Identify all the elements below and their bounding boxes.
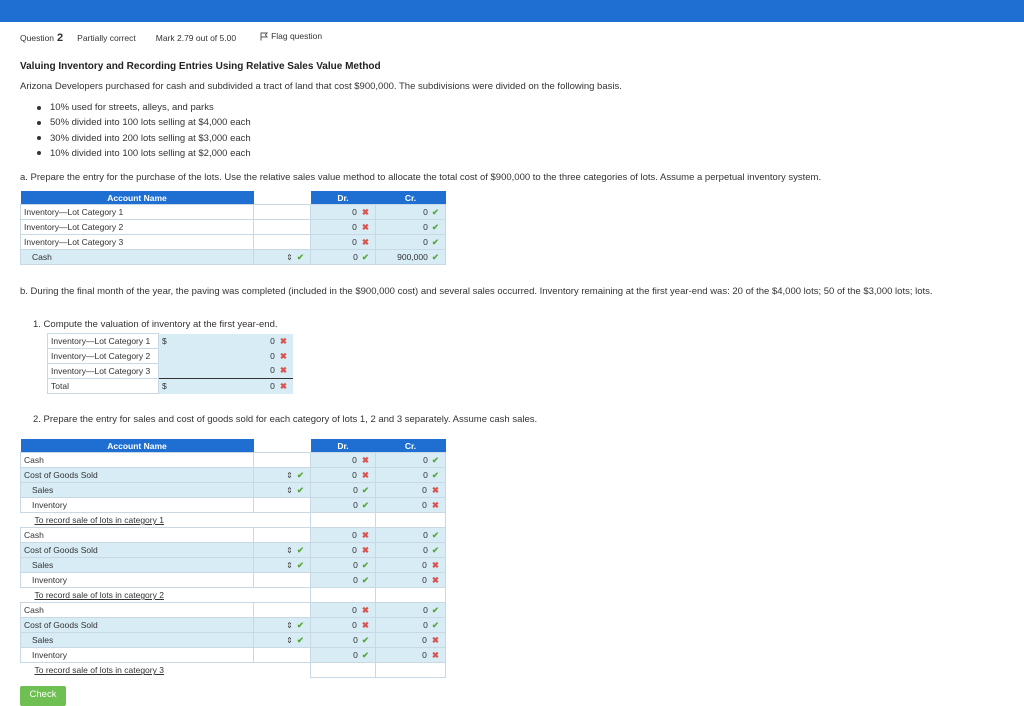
correct-icon: ✔ — [361, 634, 369, 645]
mark-text: Mark 2.79 out of 5.00 — [155, 32, 237, 43]
correct-icon: ✔ — [431, 206, 439, 217]
dr-input[interactable]: 0 — [352, 604, 357, 615]
incorrect-icon: ✖ — [361, 454, 369, 465]
account-name-cell[interactable]: Inventory—Lot Category 3 — [21, 235, 254, 250]
cr-input[interactable]: 0 — [423, 221, 428, 232]
correct-icon: ✔ — [296, 251, 304, 262]
incorrect-icon: ✖ — [361, 544, 369, 555]
table-row — [21, 543, 446, 558]
currency-symbol — [159, 349, 227, 364]
dr-input[interactable]: 0 — [352, 221, 357, 232]
correct-icon: ✔ — [431, 221, 439, 232]
cr-input[interactable]: 0 — [423, 619, 428, 630]
incorrect-icon: ✖ — [361, 206, 369, 217]
correct-icon: ✔ — [431, 454, 439, 465]
flag-question-label: Flag question — [271, 31, 323, 41]
valuation-label: Inventory—Lot Category 2 — [48, 349, 159, 364]
cr-header: Cr. — [376, 439, 446, 453]
correct-icon: ✔ — [361, 499, 369, 510]
table-row — [21, 648, 446, 663]
currency-symbol: $ — [159, 379, 227, 394]
dropdown-arrows-icon[interactable]: ⇕ — [286, 252, 293, 262]
correct-icon: ✔ — [431, 544, 439, 555]
incorrect-icon: ✖ — [431, 649, 439, 660]
cr-input[interactable]: 0 — [423, 604, 428, 615]
incorrect-icon: ✖ — [279, 335, 287, 346]
intro-text: Arizona Developers purchased for cash and subdivided a tract of land that cost $900,000. The subdivisions were divided on the following basis. — [20, 81, 622, 92]
correct-icon: ✔ — [296, 619, 304, 630]
dr-input[interactable]: 0 — [353, 484, 358, 495]
correct-icon: ✔ — [361, 649, 369, 660]
account-name-cell[interactable]: Cash — [21, 453, 254, 468]
basis-list — [37, 100, 251, 161]
correct-icon: ✔ — [361, 484, 369, 495]
memo-text: To record sale of lots in category 2 — [34, 590, 164, 600]
incorrect-icon: ✖ — [361, 529, 369, 540]
valuation-table — [47, 333, 293, 394]
valuation-input[interactable]: 0 — [270, 380, 275, 391]
correct-icon: ✔ — [431, 236, 439, 247]
question-2-text: 2. Prepare the entry for sales and cost of goods sold for each category of lots 1, 2 and 3 separately. Assume cash sales. — [33, 414, 538, 425]
memo-text: To record sale of lots in category 3 — [34, 665, 164, 676]
cr-input[interactable]: 0 — [423, 206, 428, 217]
dr-header: Dr. — [311, 191, 376, 205]
correct-icon: ✔ — [431, 529, 439, 540]
check-button[interactable]: Check — [20, 686, 66, 706]
incorrect-icon: ✖ — [279, 350, 287, 361]
correct-icon: ✔ — [431, 469, 439, 480]
dr-input[interactable]: 0 — [353, 649, 358, 660]
currency-symbol: $ — [159, 334, 227, 349]
correct-icon: ✔ — [431, 619, 439, 630]
account-name-cell[interactable]: Inventory — [21, 648, 254, 663]
account-name-header: Account Name — [21, 191, 254, 205]
table-row — [48, 379, 294, 394]
dropdown-arrows-icon[interactable]: ⇕ — [286, 635, 293, 645]
cr-input[interactable]: 0 — [423, 454, 428, 465]
memo-row — [21, 588, 446, 603]
dr-input[interactable]: 0 — [353, 559, 358, 570]
incorrect-icon: ✖ — [361, 236, 369, 247]
account-name-cell[interactable]: Cost of Goods Sold — [21, 618, 254, 633]
cr-input[interactable]: 900,000 — [397, 251, 428, 262]
account-name-cell[interactable]: Inventory — [21, 498, 254, 513]
cr-input[interactable]: 0 — [422, 634, 427, 645]
dr-input[interactable]: 0 — [353, 499, 358, 510]
part-a-prompt: a. Prepare the entry for the purchase of the lots. Use the relative sales value method to allocate the total cost of $900,000 to the three categories of lots. Assume a perpetual inventory system. — [20, 172, 822, 183]
list-item: 10% divided into 100 lots selling at $2,000 each — [37, 146, 251, 161]
correct-icon: ✔ — [296, 484, 304, 495]
table-row — [21, 453, 446, 468]
flag-icon — [260, 32, 268, 41]
correct-icon: ✔ — [296, 634, 304, 645]
memo-text: To record sale of lots in category 1 — [34, 515, 164, 525]
table-row — [21, 468, 446, 483]
account-name-cell[interactable]: Inventory — [21, 573, 254, 588]
cr-header: Cr. — [376, 191, 446, 205]
incorrect-icon: ✖ — [431, 634, 439, 645]
dr-input[interactable]: 0 — [352, 454, 357, 465]
correct-icon: ✔ — [431, 604, 439, 615]
incorrect-icon: ✖ — [361, 604, 369, 615]
dropdown-arrows-icon[interactable]: ⇕ — [286, 485, 293, 495]
incorrect-icon: ✖ — [431, 574, 439, 585]
cr-input[interactable]: 0 — [422, 559, 427, 570]
dropdown-arrows-icon[interactable]: ⇕ — [286, 560, 293, 570]
table-row — [21, 205, 446, 220]
valuation-input[interactable]: 0 — [270, 365, 275, 376]
dr-input[interactable]: 0 — [353, 574, 358, 585]
dr-input[interactable]: 0 — [353, 251, 358, 262]
valuation-label: Inventory—Lot Category 3 — [48, 364, 159, 379]
question-label: Question — [20, 32, 55, 43]
correct-icon: ✔ — [296, 469, 304, 480]
memo-row — [21, 663, 446, 678]
table-row — [21, 250, 446, 265]
dr-input[interactable]: 0 — [352, 544, 357, 555]
correct-icon: ✔ — [361, 559, 369, 570]
incorrect-icon: ✖ — [279, 365, 287, 376]
table-row — [21, 558, 446, 573]
table-row — [48, 364, 294, 379]
incorrect-icon: ✖ — [361, 469, 369, 480]
dropdown-arrows-icon[interactable]: ⇕ — [286, 545, 293, 555]
table-row — [21, 603, 446, 618]
correct-icon: ✔ — [431, 251, 439, 262]
top-bar — [0, 0, 1024, 22]
table-row — [48, 334, 294, 349]
currency-symbol — [159, 364, 227, 379]
incorrect-icon: ✖ — [279, 380, 287, 391]
question-title: Valuing Inventory and Recording Entries Using Relative Sales Value Method — [20, 61, 381, 72]
table-row — [21, 220, 446, 235]
table-row — [21, 235, 446, 250]
part-b-prompt: b. During the final month of the year, the paving was completed (included in the $900,000 cost) and several sales occurred. Inventory remaining at the first year-end was: 20 of the $4,000 lots; 50 of the $3,000 lots; lots. — [20, 286, 933, 297]
account-name-cell[interactable]: Cost of Goods Sold — [21, 468, 254, 483]
valuation-input[interactable]: 0 — [270, 350, 275, 361]
list-item: 50% divided into 100 lots selling at $4,000 each — [37, 115, 251, 130]
status-text: Partially correct — [77, 32, 136, 43]
account-name-cell[interactable]: Inventory—Lot Category 2 — [21, 220, 254, 235]
memo-row — [21, 513, 446, 528]
question-header — [20, 31, 322, 44]
cr-input[interactable]: 0 — [422, 574, 427, 585]
account-name-cell[interactable]: Cash — [21, 250, 254, 265]
cr-input[interactable]: 0 — [423, 529, 428, 540]
table-row — [48, 349, 294, 364]
account-name-cell[interactable]: Cash — [21, 528, 254, 543]
question-number: 2 — [57, 31, 64, 44]
incorrect-icon: ✖ — [431, 559, 439, 570]
incorrect-icon: ✖ — [361, 619, 369, 630]
list-item: 30% divided into 200 lots selling at $3,000 each — [37, 131, 251, 146]
account-name-cell[interactable]: Cash — [21, 603, 254, 618]
account-name-cell[interactable]: Inventory—Lot Category 1 — [21, 205, 254, 220]
cr-input[interactable]: 0 — [423, 236, 428, 247]
dr-header: Dr. — [311, 439, 376, 453]
table-row — [21, 528, 446, 543]
flag-question-button[interactable] — [260, 31, 322, 41]
valuation-label: Total — [48, 379, 159, 394]
question-1-text: 1. Compute the valuation of inventory at the first year-end. — [33, 319, 278, 330]
valuation-label: Inventory—Lot Category 1 — [48, 334, 159, 349]
cr-input[interactable]: 0 — [423, 544, 428, 555]
correct-icon: ✔ — [361, 574, 369, 585]
table-row — [21, 633, 446, 648]
part-a-journal-table — [20, 191, 446, 265]
incorrect-icon: ✖ — [431, 499, 439, 510]
dr-input[interactable]: 0 — [352, 469, 357, 480]
correct-icon: ✔ — [296, 559, 304, 570]
table-row — [21, 618, 446, 633]
cr-input[interactable]: 0 — [422, 499, 427, 510]
table-row — [21, 573, 446, 588]
dr-input[interactable]: 0 — [353, 634, 358, 645]
correct-icon: ✔ — [361, 251, 369, 262]
dr-input[interactable]: 0 — [352, 619, 357, 630]
cr-input[interactable]: 0 — [422, 649, 427, 660]
incorrect-icon: ✖ — [431, 484, 439, 495]
correct-icon: ✔ — [296, 544, 304, 555]
dropdown-arrows-icon[interactable]: ⇕ — [286, 620, 293, 630]
account-name-cell[interactable]: Cost of Goods Sold — [21, 543, 254, 558]
part-b-journal-table — [20, 439, 446, 678]
dr-input[interactable]: 0 — [352, 206, 357, 217]
dropdown-arrows-icon[interactable]: ⇕ — [286, 470, 293, 480]
account-name-cell[interactable]: Sales — [21, 558, 254, 573]
cr-input[interactable]: 0 — [422, 484, 427, 495]
dr-input[interactable]: 0 — [352, 529, 357, 540]
table-row — [21, 483, 446, 498]
valuation-input[interactable]: 0 — [270, 335, 275, 346]
account-name-header: Account Name — [21, 439, 254, 453]
incorrect-icon: ✖ — [361, 221, 369, 232]
account-name-cell[interactable]: Sales — [21, 483, 254, 498]
account-name-cell[interactable]: Sales — [21, 633, 254, 648]
cr-input[interactable]: 0 — [423, 469, 428, 480]
table-row — [21, 498, 446, 513]
dr-input[interactable]: 0 — [352, 236, 357, 247]
list-item: 10% used for streets, alleys, and parks — [37, 100, 251, 115]
